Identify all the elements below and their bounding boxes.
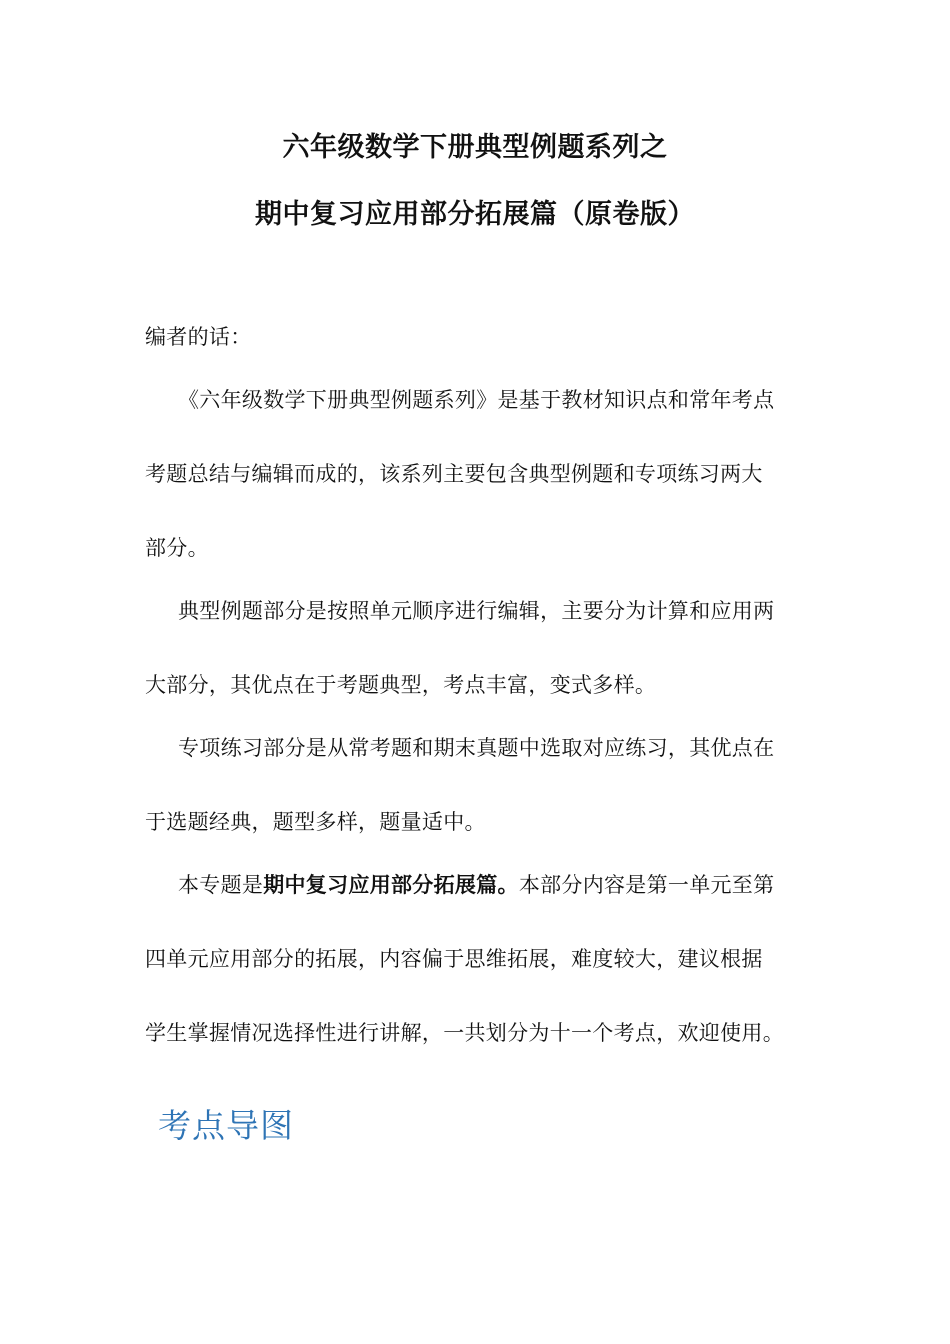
document-title-line-2: 期中复习应用部分拓展篇（原卷版）: [255, 199, 695, 230]
paragraph-4-line-3: 学生掌握情况选择性进行讲解，一共划分为十一个考点，欢迎使用。: [145, 1021, 784, 1045]
paragraph-1-line-1: 《六年级数学下册典型例题系列》是基于教材知识点和常年考点: [178, 388, 775, 412]
paragraph-4-prefix: 本专题是: [178, 873, 264, 897]
section-heading-mindmap: 考点导图: [158, 1106, 294, 1145]
paragraph-2-line-1: 典型例题部分是按照单元顺序进行编辑，主要分为计算和应用两: [178, 599, 775, 623]
paragraph-4-suffix: 本部分内容是第一单元至第: [518, 873, 775, 897]
paragraph-3-line-1: 专项练习部分是从常考题和期末真题中选取对应练习，其优点在: [178, 736, 775, 760]
paragraph-1-line-2: 考题总结与编辑而成的，该系列主要包含典型例题和专项练习两大: [145, 462, 763, 486]
editor-label: 编者的话：: [145, 325, 252, 349]
paragraph-4-line-1: [178, 870, 858, 900]
document-title-line-1: 六年级数学下册典型例题系列之: [282, 132, 668, 163]
paragraph-4-bold-topic: 期中复习应用部分拓展篇。: [263, 873, 519, 897]
paragraph-3-line-2: 于选题经典，题型多样，题量适中。: [145, 810, 486, 834]
paragraph-2-line-2: 大部分，其优点在于考题典型，考点丰富，变式多样。: [145, 673, 657, 697]
paragraph-1-line-3: 部分。: [145, 536, 209, 560]
paragraph-4-line-2: 四单元应用部分的拓展，内容偏于思维拓展，难度较大，建议根据: [145, 947, 763, 971]
